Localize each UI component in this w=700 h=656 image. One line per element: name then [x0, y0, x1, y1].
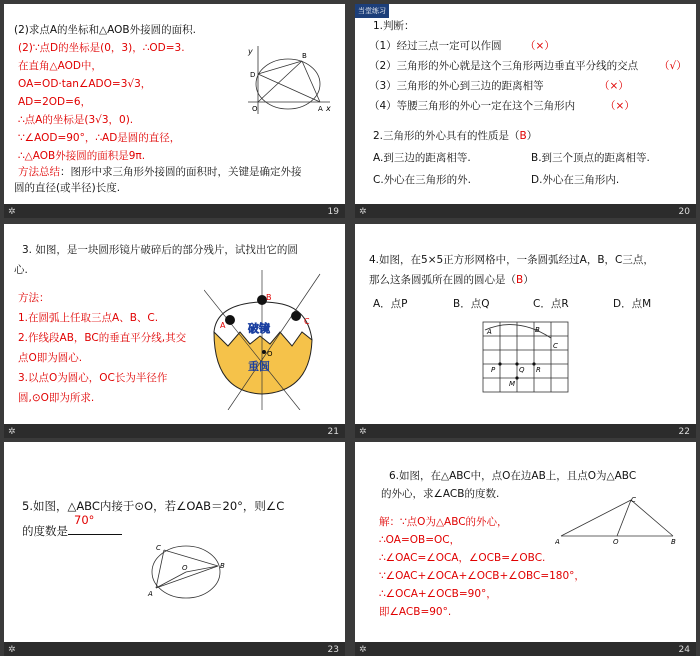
judgement-item: （2）三角形的外心就是这个三角形两边垂直平分线的交点: [369, 60, 639, 72]
slide-23: [4, 442, 345, 656]
judgement-item: （4）等腰三角形的外心一定在这个三角形内: [369, 100, 576, 112]
point-b: B: [220, 562, 225, 570]
footer-icon: ✲: [8, 207, 16, 217]
footer-icon: ✲: [359, 427, 367, 437]
page-number: 19: [327, 207, 339, 217]
question-2-end: ）: [523, 274, 534, 286]
point-c: C: [304, 317, 310, 326]
footer-icon: ✲: [359, 207, 367, 217]
answer: B: [516, 274, 524, 286]
question-text-2: 心.: [14, 264, 28, 276]
solution-line: ∵∠OAC+∠OCA+∠OCB+∠OBC=180°，: [379, 570, 585, 582]
summary-label: 方法总结: [18, 166, 60, 178]
axis-label-x: x: [326, 104, 331, 113]
footer-icon: ✲: [8, 427, 16, 437]
slide-footer: [355, 642, 696, 656]
page-number: 22: [678, 427, 690, 437]
slide-footer: [4, 204, 345, 218]
solution-line: AD=2OD=6，: [18, 96, 92, 108]
question-text-2: 的外心，求∠ACB的度数.: [381, 488, 500, 500]
page-number: 23: [327, 645, 339, 655]
judgement-mark: （×）: [599, 80, 629, 92]
method-step: 1.在圆弧上任取三点A、B、C.: [18, 312, 159, 324]
slide-22: [355, 224, 696, 438]
slide-20: [355, 4, 696, 218]
point-o: O: [267, 350, 273, 358]
judgement-item: （1）经过三点一定可以作圆: [369, 40, 502, 52]
point-b: B: [535, 326, 540, 334]
point-o: O: [613, 538, 619, 546]
question-text: 5.如图，△ABC内接于⊙O，若∠OAB＝20°，则∠C: [22, 499, 285, 513]
option-b: B.到三个顶点的距离相等.: [531, 152, 650, 164]
option-b: B．点Q: [453, 298, 490, 310]
solution-line: ∴∠OCA+∠OCB=90°，: [379, 588, 497, 600]
solution-line: ∴OA=OB=OC，: [379, 534, 461, 546]
slide-footer: [4, 642, 345, 656]
point-a: A: [318, 105, 323, 113]
footer-icon: ✲: [8, 645, 16, 655]
answer: 70°: [74, 513, 95, 527]
question-2-text: 2.三角形的外心具有的性质是（: [373, 130, 520, 142]
fig-text-bottom: 重圆: [248, 360, 270, 373]
method-step: 点O即为圆心.: [18, 352, 83, 364]
point-a: A: [148, 590, 153, 598]
judgement-mark: （×）: [525, 40, 555, 52]
axis-label-y: y: [248, 47, 253, 56]
method-step: 2.作线段AB，BC的垂直平分线,其交: [18, 332, 187, 344]
slide-24: [355, 442, 696, 656]
triangle-figure: [555, 496, 679, 546]
point-b: B: [671, 538, 676, 546]
method-step: 圆,⊙O即为所求.: [18, 392, 95, 404]
point-a: A: [220, 321, 226, 330]
question-2-text: 的度数是: [22, 524, 68, 538]
slide-title: (2)求点A的坐标和△AOB外接圆的面积.: [14, 24, 196, 36]
method-title: 方法：: [18, 292, 50, 304]
option-d: D.外心在三角形内.: [531, 174, 620, 186]
point-r: R: [536, 366, 541, 374]
circle-axes-figure: [244, 44, 334, 116]
solution-line: ∴点A的坐标是(3√3，0).: [18, 114, 134, 126]
method-step: 3.以点O为圆心，OC长为半径作: [18, 372, 168, 384]
inscribed-triangle-figure: [144, 542, 228, 604]
point-c: C: [156, 544, 161, 552]
point-o: O: [182, 564, 188, 572]
question-text: 6.如图，在△ABC中，点O在边AB上，且点O为△ABC: [389, 470, 637, 482]
point-a: A: [487, 328, 492, 336]
judgement-mark: （×）: [605, 100, 635, 112]
option-d: D．点M: [613, 298, 652, 310]
page-number: 24: [678, 645, 690, 655]
solution-line: 即∠ACB=90°.: [379, 606, 452, 618]
point-q: Q: [519, 366, 525, 374]
solution-line: (2)∵点D的坐标是(0，3)，∴OD=3.: [18, 42, 185, 54]
broken-mirror-figure: [204, 270, 324, 410]
page-number: 20: [678, 207, 690, 217]
method-summary: [18, 164, 302, 180]
slide-19: [4, 4, 345, 218]
point-c: C: [631, 496, 636, 504]
point-d: D: [250, 71, 256, 79]
judgement-item: （3）三角形的外心到三边的距离相等: [369, 80, 544, 92]
point-a: A: [555, 538, 560, 546]
solution-line: ∴△AOB外接圆的面积是9π.: [18, 150, 146, 162]
question-2-end: ）: [526, 130, 538, 142]
slide-21: [4, 224, 345, 438]
solution-line: ∴∠OAC=∠OCA，∠OCB=∠OBC.: [379, 552, 546, 564]
solution-line: 解：∵点O为△ABC的外心，: [379, 516, 508, 528]
section-badge: 当堂练习: [355, 4, 389, 18]
solution-line: ∵∠AOD=90°，∴AD是圆的直径，: [18, 132, 181, 144]
summary-text-2: 圆的直径(或半径)长度.: [14, 182, 121, 194]
page-number: 21: [327, 427, 339, 437]
question-2-text: 那么这条圆弧所在圆的圆心是（: [369, 274, 516, 286]
question-text: 3. 如图，是一块圆形镜片破碎后的部分残片，试找出它的圆: [22, 244, 298, 256]
solution-line: 在直角△AOD中，: [18, 60, 102, 72]
question-2-answer: B: [519, 130, 527, 142]
point-c: C: [553, 342, 558, 350]
answer-blank: [68, 513, 122, 535]
question-text-2: [22, 513, 122, 539]
option-a: A.到三边的距离相等.: [373, 152, 471, 164]
option-c: C．点R: [533, 298, 569, 310]
option-a: A．点P: [373, 298, 408, 310]
slide-footer: [355, 424, 696, 438]
point-m: M: [509, 380, 516, 388]
fig-text-top: 破镜: [248, 322, 270, 335]
footer-icon: ✲: [359, 645, 367, 655]
question-text: 4.如图，在5×5正方形网格中，一条圆弧经过A，B，C三点，: [369, 254, 654, 266]
point-p: P: [491, 366, 496, 374]
grid-figure: [481, 320, 573, 396]
option-c: C.外心在三角形的外.: [373, 174, 472, 186]
question-2: [373, 128, 537, 144]
point-b: B: [266, 293, 272, 302]
point-b: B: [302, 52, 307, 60]
slide-footer: [355, 204, 696, 218]
summary-text: ：图形中求三角形外接圆的面积时，关键是确定外接: [60, 166, 302, 178]
judgement-mark: （√）: [659, 60, 687, 72]
slide-footer: [4, 424, 345, 438]
point-o: O: [252, 105, 258, 113]
question-text-2: [369, 272, 534, 288]
solution-line: OA=OD·tan∠ADO=3√3，: [18, 78, 152, 90]
question-heading: 1.判断：: [373, 20, 415, 32]
